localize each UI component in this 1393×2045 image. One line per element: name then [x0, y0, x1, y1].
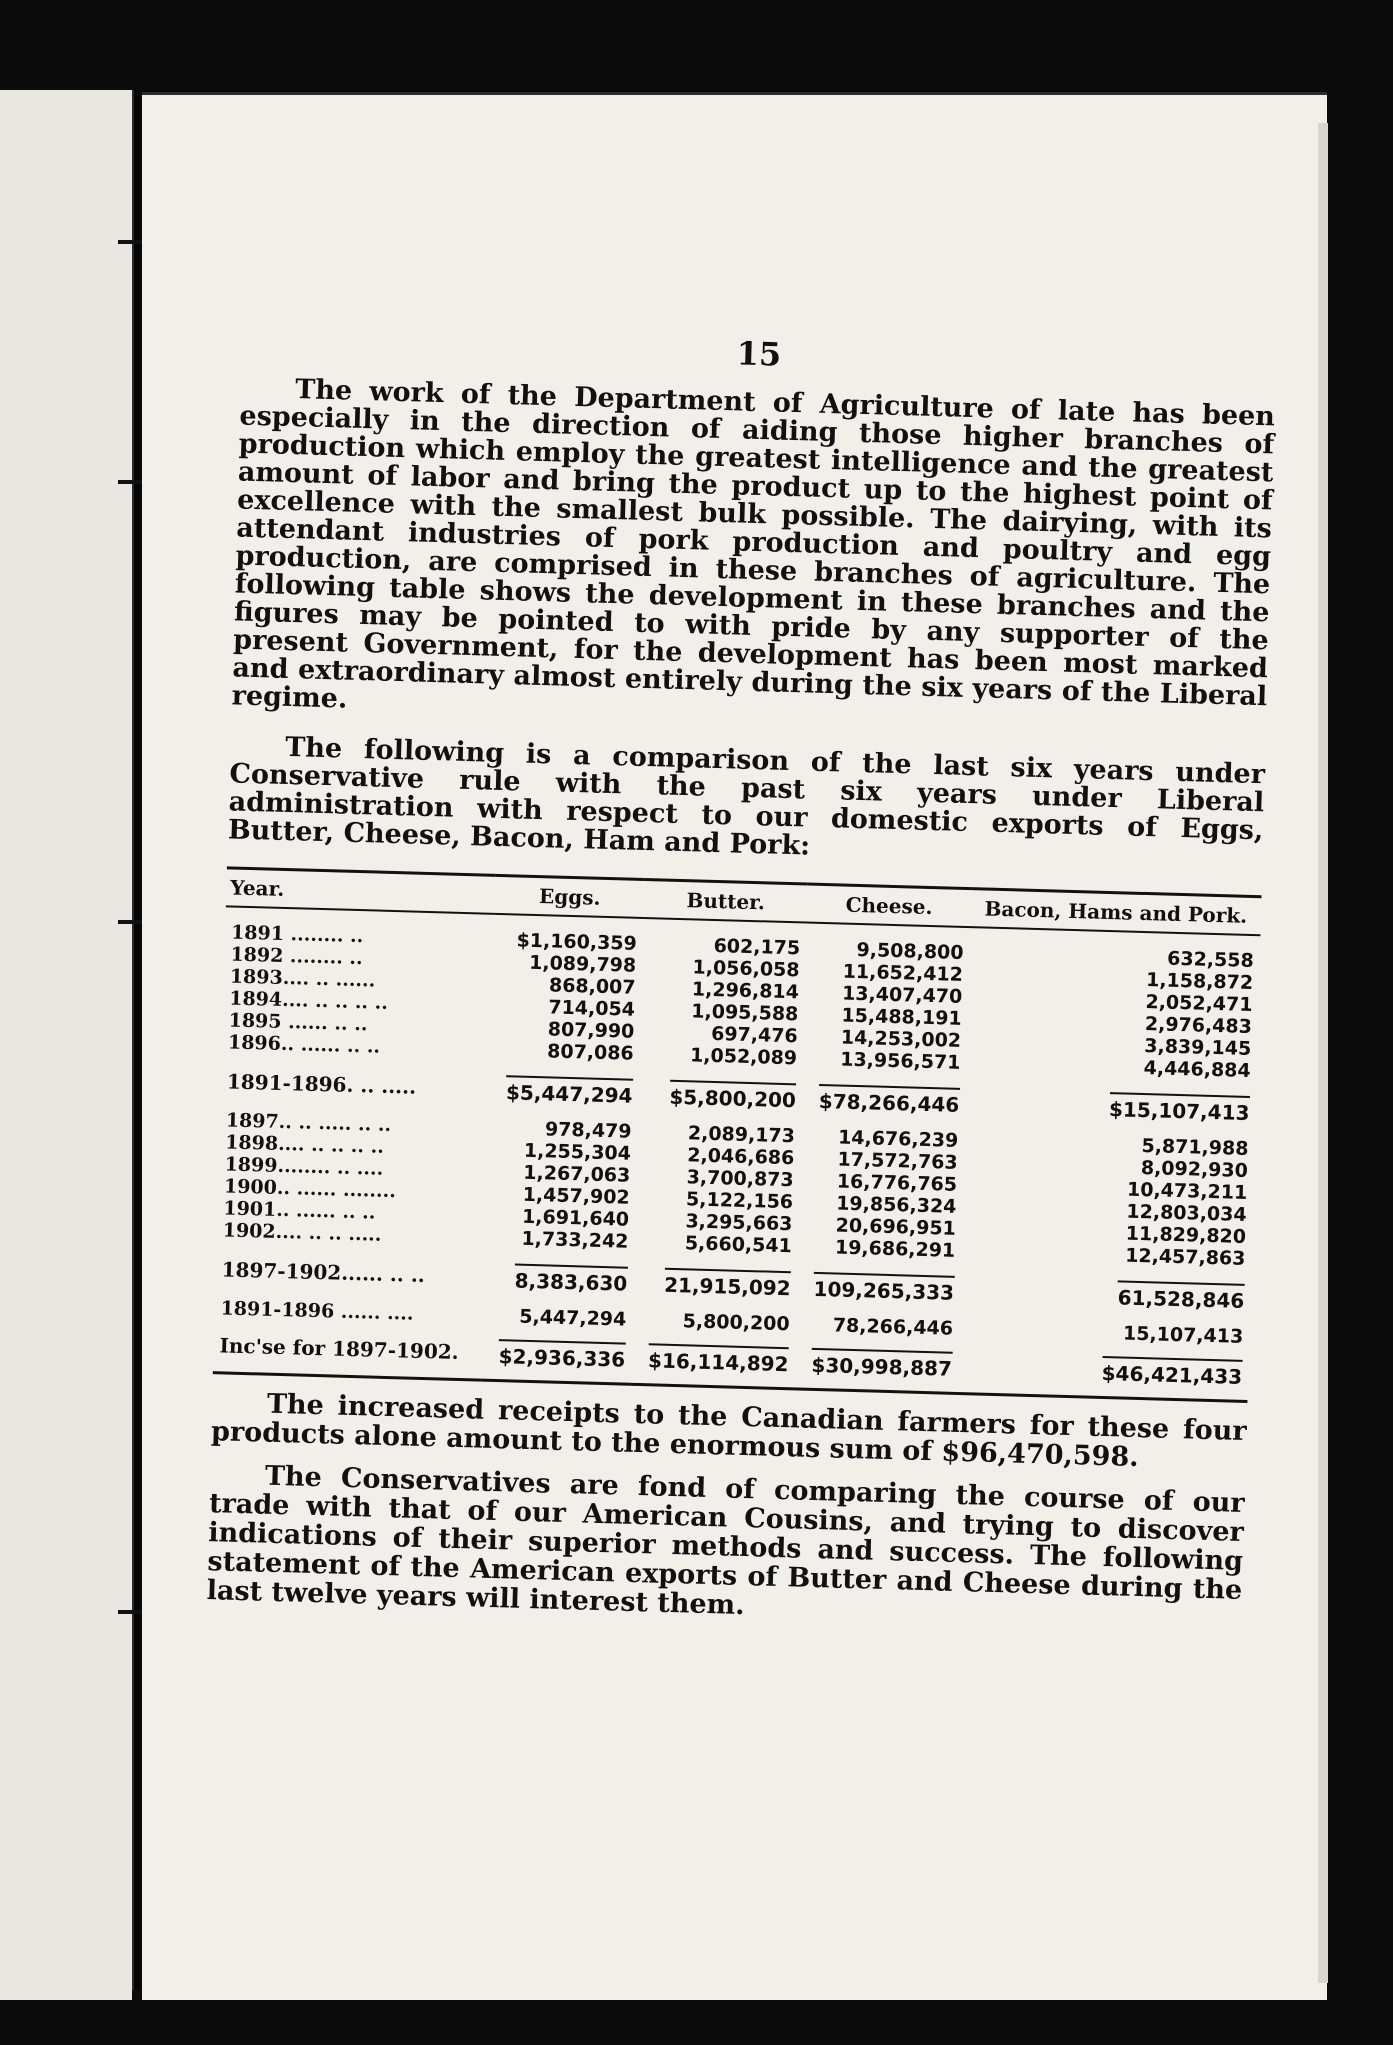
bacon-cell: 15,107,413: [1122, 1322, 1244, 1348]
butter-total-cell: [638, 1065, 803, 1126]
bacon-total: $15,107,413: [1109, 1092, 1250, 1124]
butter-total: $5,800,200: [669, 1080, 796, 1112]
year-cell: 1899........ .. ....: [224, 1153, 384, 1180]
butter-cell: 5,800,200: [682, 1310, 790, 1336]
butter-cell: 1,052,089: [689, 1044, 798, 1070]
year-cell: Inc'se for 1897-1902.: [213, 1319, 484, 1380]
butter-cell: 1,056,058: [692, 956, 800, 982]
bacon-cell: 4,446,884: [1143, 1057, 1251, 1082]
bacon-cell: 3,839,145: [1144, 1035, 1252, 1061]
receipts-paragraph: The increased receipts to the Canadian farmers for these four products alone amount to the enormous sum of $96,470,598.: [210, 1388, 1248, 1474]
butter-cell: 1,296,814: [691, 978, 800, 1004]
butter-cell: 3,295,663: [685, 1210, 793, 1236]
bacon-total-cell: [965, 1074, 1257, 1138]
cheese-cell: 16,776,765: [836, 1170, 958, 1196]
eggs-total: 8,383,630: [514, 1264, 627, 1295]
butter-cell: 2,089,173: [687, 1122, 796, 1148]
year-cell: 1902.... .. .. .....: [222, 1219, 382, 1246]
eggs-increase: $2,936,336: [498, 1339, 625, 1371]
cheese-total-cell: [796, 1257, 961, 1318]
butter-cell: 5,660,541: [684, 1232, 793, 1258]
butter-cell: 697,476: [710, 1022, 798, 1048]
butter-cell: 2,046,686: [687, 1144, 795, 1170]
bacon-cell: 1,158,872: [1145, 969, 1254, 995]
eggs-cell: 1,733,242: [521, 1227, 629, 1253]
bacon-increase-cell: [957, 1340, 1249, 1402]
year-cell: 1895 ...... .. ..: [228, 1009, 368, 1036]
cheese-cell: 14,676,239: [837, 1126, 959, 1152]
year-cell: 1896.. ...... .. ..: [227, 1031, 381, 1058]
cheese-cell: 17,572,763: [837, 1148, 958, 1174]
year-cell: 1892 ........ ..: [230, 943, 364, 970]
cheese-cell: 78,266,446: [832, 1314, 954, 1340]
butter-cell: 602,175: [713, 934, 801, 960]
eggs-increase-cell: [482, 1327, 632, 1385]
eggs-cell: 1,267,063: [523, 1161, 631, 1187]
bacon-increase: $46,421,433: [1101, 1356, 1242, 1388]
bacon-cell: 5,871,988: [1141, 1134, 1249, 1160]
bacon-total: 61,528,846: [1117, 1280, 1244, 1312]
eggs-cell: 807,990: [547, 1018, 635, 1043]
eggs-cell: 5,447,294: [519, 1305, 627, 1331]
page-number: 15: [736, 334, 782, 374]
eggs-cell: 1,691,640: [521, 1205, 630, 1231]
document-page: [142, 92, 1327, 2000]
bacon-cell: 8,092,930: [1140, 1156, 1249, 1182]
intro-paragraph: The work of the Department of Agriculture of late has been especially in the direction of aiding those higher branches of production which employ the greatest intelligence and the greatest amount of labor and bring the product up to the highest point of excellence with the smallest bulk possible. The dairying, with its attendant industries of pork production and poultry and egg production, are comprised in these branches of agriculture. The following table shows the development in these branches and the figures may be pointed to with pride by any supporter of the present Government, for the development has been most marked and extraordinary almost entirely during the six years of the Liberal regime.: [231, 374, 1276, 715]
butter-total: 21,915,092: [664, 1268, 791, 1300]
eggs-cell: 1,255,304: [523, 1139, 632, 1165]
butter-cell: 3,700,873: [686, 1166, 794, 1192]
butter-cell: 1,095,588: [691, 1000, 799, 1026]
cheese-cell: 11,652,412: [842, 960, 964, 986]
header-year: Year.: [226, 868, 496, 914]
year-cell: 1894.... .. .. .. ..: [228, 987, 389, 1014]
year-cell: 1897-1902...... .. ..: [221, 1257, 426, 1288]
header-bacon: Bacon, Hams and Pork.: [970, 889, 1261, 936]
left-page-edge: [0, 90, 132, 2000]
eggs-total-cell: [484, 1249, 634, 1309]
cheese-cell: 9,508,800: [856, 938, 964, 964]
year-cell: 1893.... .. ......: [229, 965, 376, 992]
bacon-cell: 2,052,471: [1145, 991, 1253, 1017]
bacon-cell: 2,976,483: [1144, 1013, 1253, 1039]
cheese-increase: $30,998,887: [811, 1348, 952, 1380]
bacon-cell: 11,829,820: [1125, 1222, 1247, 1248]
year-cell: 1898.... .. .. .. ..: [224, 1131, 385, 1158]
bacon-cell: 12,457,863: [1124, 1244, 1246, 1270]
comparison-paragraph: The following is a comparison of the last six years under Conservative rule with the past six years under Liberal administration with respect to our domestic exports of Eggs, Butter, Cheese, Bacon, Ham and Pork:: [227, 731, 1266, 862]
cheese-cell: 13,407,470: [841, 982, 963, 1008]
header-eggs: Eggs.: [495, 875, 645, 918]
eggs-cell: 714,054: [548, 996, 636, 1021]
butter-increase: $16,114,892: [648, 1343, 789, 1375]
cheese-cell: 14,253,002: [840, 1026, 962, 1052]
bacon-cell: 10,473,211: [1126, 1178, 1248, 1204]
eggs-cell: 1,457,902: [522, 1183, 630, 1209]
exports-table: [213, 866, 1262, 1403]
header-cheese: Cheese.: [807, 884, 971, 927]
butter-increase-cell: [630, 1331, 795, 1389]
eggs-cell: 978,479: [544, 1118, 632, 1143]
book-binding: [132, 90, 140, 1990]
cheese-cell: 15,488,191: [841, 1004, 962, 1030]
year-cell: 1891-1896 ...... ....: [220, 1297, 414, 1325]
year-cell: 1891-1896. .. .....: [226, 1069, 417, 1099]
cheese-increase-cell: [794, 1335, 959, 1393]
butter-cell: 5,122,156: [685, 1188, 794, 1214]
eggs-total: $5,447,294: [506, 1075, 633, 1107]
conservatives-paragraph: The Conservatives are fond of comparing the course of our trade with that of our American Cousins, and trying to discover indications of their superior methods and success. The following statement of the American exports of Butter and Cheese during the last twelve years will interest them.: [206, 1460, 1245, 1622]
cheese-cell: 20,696,951: [835, 1214, 957, 1240]
year-cell: 1900.. ...... ........: [223, 1175, 397, 1203]
year-cell: 1897.. .. ..... .. ..: [225, 1109, 392, 1137]
page-edge-shadow: [1318, 123, 1328, 1983]
cheese-total: $78,266,446: [819, 1084, 960, 1116]
eggs-total-cell: [489, 1061, 639, 1121]
header-butter: Butter.: [643, 880, 807, 923]
cheese-cell: 13,956,571: [839, 1048, 961, 1074]
bacon-cell: 12,803,034: [1126, 1200, 1247, 1226]
eggs-cell: 1,089,798: [528, 951, 637, 977]
table-body: [213, 906, 1261, 1401]
cheese-cell: 19,686,291: [834, 1236, 956, 1262]
cheese-total-cell: [801, 1069, 966, 1130]
year-cell: 1891 ........ ..: [230, 921, 364, 948]
bacon-total-cell: [959, 1262, 1251, 1326]
page-content: [206, 321, 1277, 1640]
eggs-cell: 807,086: [546, 1040, 635, 1065]
butter-total-cell: [633, 1253, 798, 1314]
eggs-cell: $1,160,359: [516, 929, 638, 955]
year-cell: 1901.. ...... .. ..: [223, 1197, 376, 1224]
cheese-total: 109,265,333: [813, 1272, 954, 1304]
cheese-cell: 19,856,324: [835, 1192, 957, 1218]
bacon-cell: 632,558: [1166, 947, 1255, 973]
eggs-cell: 868,007: [548, 974, 636, 999]
